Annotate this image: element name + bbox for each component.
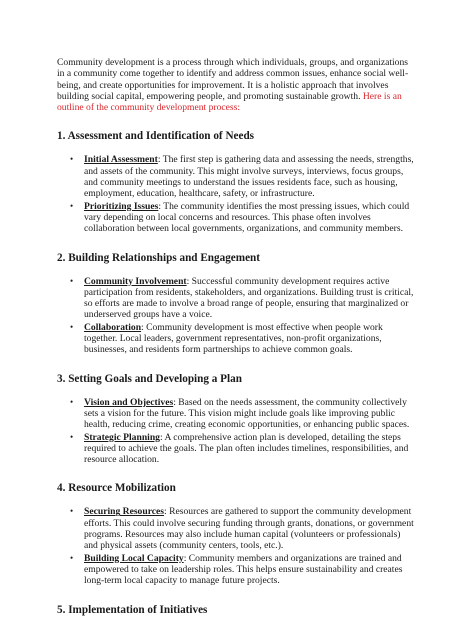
- bullet-icon: •: [70, 506, 74, 517]
- item-text: : A comprehensive action plan is developed, detailing the steps required to achieve the goals. The plan often includes timelines, responsibilities, and resource allocation.: [84, 431, 409, 466]
- item-term: Building Local Capacity: [84, 552, 184, 564]
- item-term: Initial Assessment: [84, 154, 158, 166]
- item-text: : Based on the needs assessment, the community collectively sets a vision for the future. This vision might include goals like improving public health, reducing crime, creating economic opportunities, or enhancing public spaces.: [84, 396, 410, 431]
- item-text: : Community members and organizations are trained and empowered to take on leadership roles. This helps ensure sustainability and creates long-term local capacity to manage future projects.: [84, 552, 403, 587]
- section-heading: 1. Assessment and Identification of Needs: [57, 130, 255, 143]
- bullet-icon: •: [70, 200, 74, 211]
- item-text: : Community development is most effective when people work together. Local leaders, government representatives, non-profit organizations, businesses, and residents form partnerships to achieve common goals.: [84, 321, 383, 356]
- list-item: [57, 201, 416, 235]
- item-text: : Resources are gathered to support the community development efforts. This could involve securing funding through grants, donations, or government programs. Resources may also include human capital (volunteers or professionals) and physical assets (community centers, tools, etc.).: [84, 506, 414, 552]
- list-item: [57, 553, 416, 587]
- section-1: [57, 130, 416, 234]
- item-term: Prioritizing Issues: [84, 200, 159, 212]
- item-text: : Successful community development requires active participation from residents, stakeholders, and organizations. Building trust is critical, so efforts are made to involve a broad range of people, ensuring that marginalized or underserved groups have a voice.: [84, 275, 414, 321]
- item-term: Vision and Objectives: [84, 396, 174, 408]
- section-4: [57, 482, 416, 586]
- item-term: Strategic Planning: [84, 431, 160, 443]
- intro-text: Community development is a process through which individuals, groups, and organizations in a community come together to identify and address common issues, enhance social well-being, and create opportunities for improvement. It is a holistic approach that involves building social capital, empowering people, and promoting sustainable growth.: [57, 57, 409, 102]
- item-text: : The first step is gathering data and assessing the needs, strengths, and assets of the community. This might involve surveys, interviews, focus groups, and community meetings to understand the issues residents face, such as housing, employment, education, healthcare, safety, or infrastructure.: [84, 154, 414, 200]
- item-term: Collaboration: [84, 321, 142, 333]
- item-term: Securing Resources: [84, 506, 165, 518]
- list-item: [57, 276, 416, 321]
- list-item: [57, 506, 416, 551]
- bullet-list: [57, 276, 416, 356]
- item-text: : The community identifies the most pressing issues, which could vary depending on local concerns and resources. This phase often involves collaboration between local governments, organizations, and community members.: [84, 200, 410, 235]
- section-heading: 4. Resource Mobilization: [57, 482, 176, 495]
- bullet-icon: •: [70, 396, 74, 407]
- section-heading: 3. Setting Goals and Developing a Plan: [57, 372, 242, 385]
- bullet-list: [57, 397, 416, 466]
- list-item: [57, 432, 416, 466]
- bullet-icon: •: [70, 321, 74, 332]
- section-5: [57, 604, 416, 617]
- intro-paragraph: [57, 57, 416, 113]
- section-2: [57, 252, 416, 356]
- list-item: [57, 154, 416, 199]
- section-heading: 2. Building Relationships and Engagement: [57, 251, 260, 264]
- list-item: [57, 322, 416, 356]
- bullet-icon: •: [70, 154, 74, 165]
- bullet-list: [57, 506, 416, 586]
- item-term: Community Involvement: [84, 275, 187, 287]
- bullet-icon: •: [70, 275, 74, 286]
- list-item: [57, 397, 416, 431]
- section-3: [57, 373, 416, 466]
- bullet-list: [57, 154, 416, 234]
- intro-highlight: Here is an outline of the community development process:: [57, 90, 402, 114]
- bullet-icon: •: [70, 431, 74, 442]
- section-heading: 5. Implementation of Initiatives: [57, 603, 208, 616]
- bullet-icon: •: [70, 552, 74, 563]
